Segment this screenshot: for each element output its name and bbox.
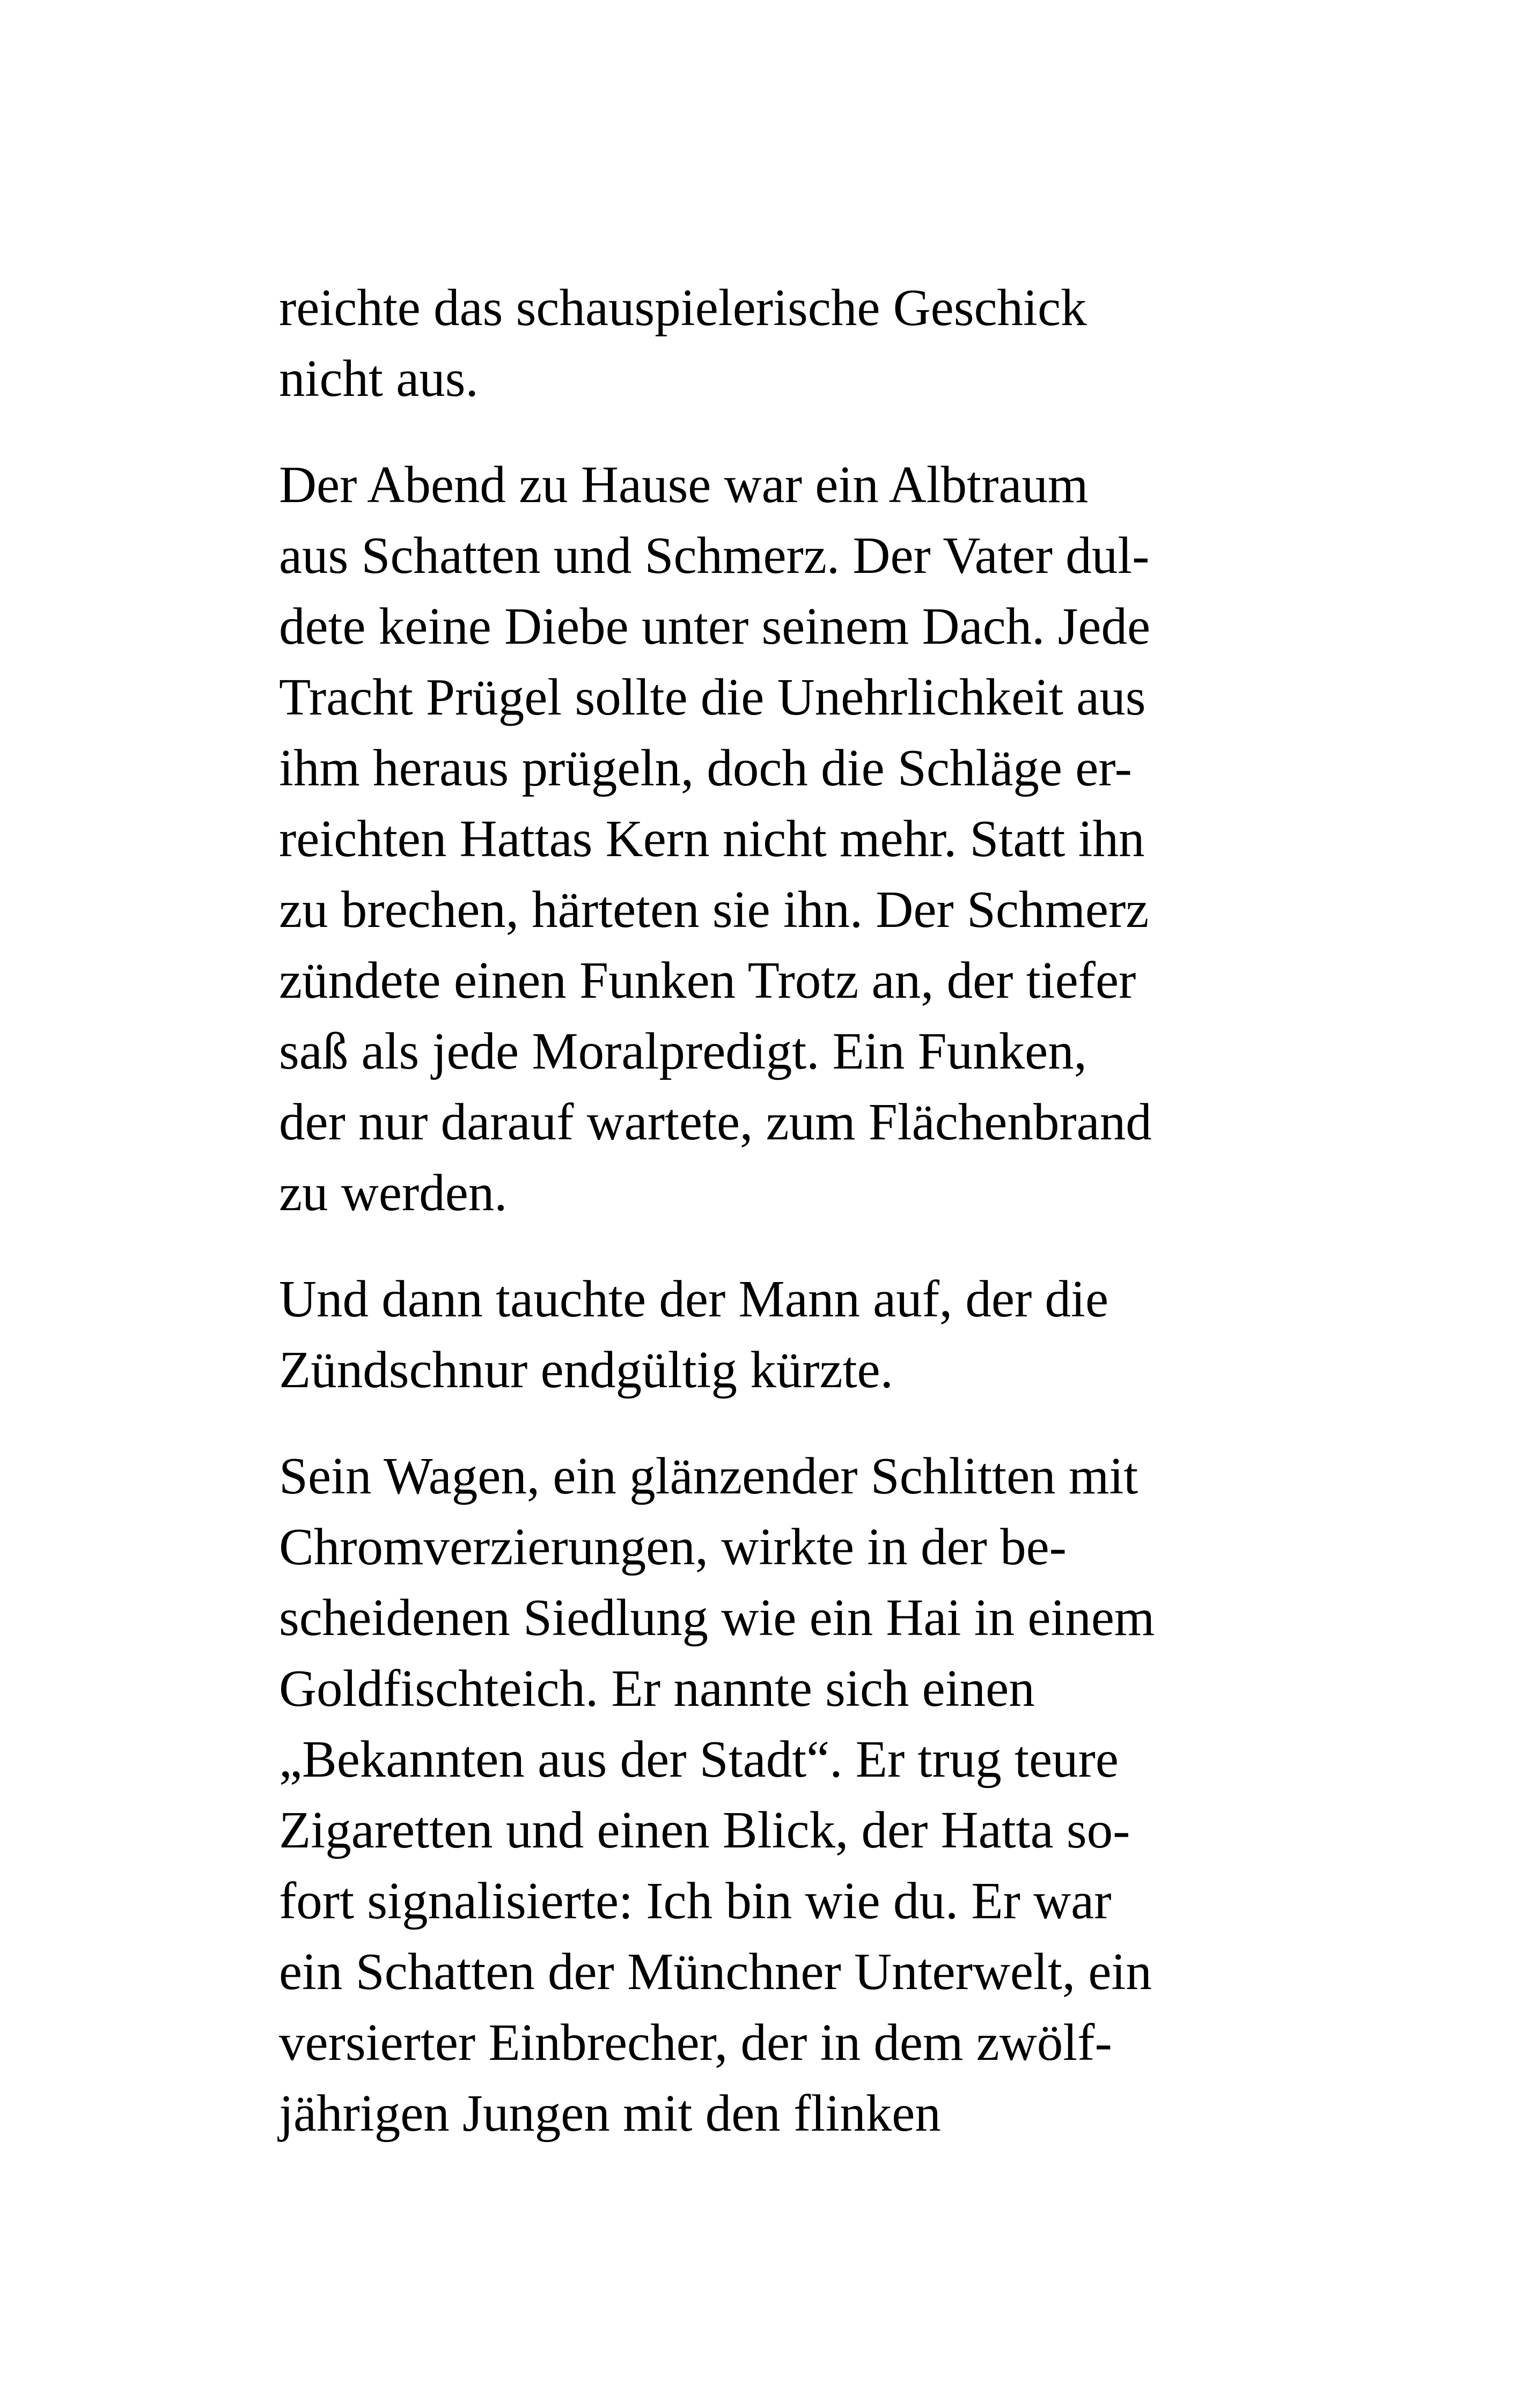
text-line: versierter Einbrecher, der in dem zwölf- xyxy=(279,2014,1112,2071)
text-line: zu werden. xyxy=(279,1164,508,1221)
text-line: jährigen Jungen mit den flinken xyxy=(279,2085,941,2142)
text-line: reichte das schauspielerische Geschick xyxy=(279,279,1087,336)
text-line: „Bekannten aus der Stadt“. Er trug teure xyxy=(279,1730,1119,1788)
paragraph-2 xyxy=(279,450,1298,1228)
text-line: zu brechen, härteten sie ihn. Der Schmerz xyxy=(279,881,1149,938)
text-line: dete keine Diebe unter seinem Dach. Jede xyxy=(279,598,1151,655)
text-line: Der Abend zu Hause war ein Albtraum xyxy=(279,456,1089,513)
text-line: Sein Wagen, ein glänzender Schlitten mit xyxy=(279,1447,1138,1505)
text-line: Goldfischteich. Er nannte sich einen xyxy=(279,1660,1035,1717)
text-line: ein Schatten der Münchner Unterwelt, ein xyxy=(279,1943,1152,2000)
text-line: Zigaretten und einen Blick, der Hatta so- xyxy=(279,1801,1130,1859)
paragraph-1 xyxy=(279,273,1298,414)
text-line: saß als jede Moralpredigt. Ein Funken, xyxy=(279,1022,1087,1080)
text-line: reichten Hattas Kern nicht mehr. Statt ihn xyxy=(279,810,1145,867)
text-line: fort signalisierte: Ich bin wie du. Er war xyxy=(279,1872,1112,1930)
text-line: scheidenen Siedlung wie ein Hai in einem xyxy=(279,1589,1155,1646)
paragraph-3 xyxy=(279,1264,1298,1405)
text-line: Zündschnur endgültig kürzte. xyxy=(279,1341,893,1398)
text-line: ihm heraus prügeln, doch die Schläge er- xyxy=(279,739,1132,797)
text-line: nicht aus. xyxy=(279,350,479,407)
text-line: zündete einen Funken Trotz an, der tiefer xyxy=(279,952,1136,1009)
paragraph-4 xyxy=(279,1441,1298,2149)
body-text xyxy=(279,273,1298,2184)
text-line: Chromverzierungen, wirkte in der be- xyxy=(279,1518,1067,1575)
text-line: Tracht Prügel sollte die Unehrlichkeit aus xyxy=(279,668,1146,726)
text-line: Und dann tauchte der Mann auf, der die xyxy=(279,1270,1109,1328)
text-line: der nur darauf wartete, zum Flächenbrand xyxy=(279,1093,1152,1151)
text-line: aus Schatten und Schmerz. Der Vater dul- xyxy=(279,527,1150,584)
